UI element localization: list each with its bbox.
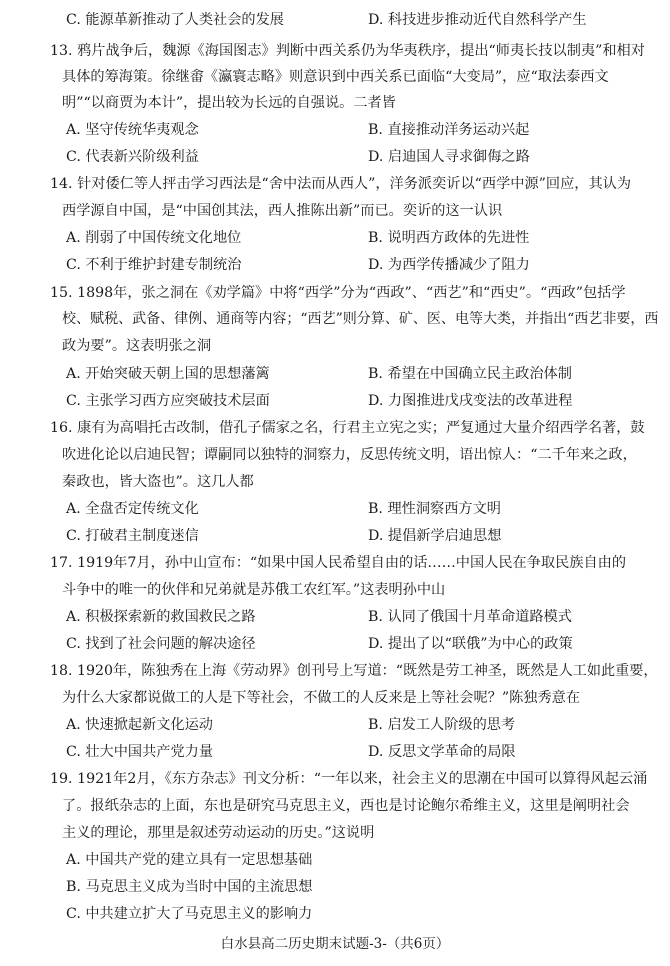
question-text: 15. 1898年，张之洞在《劝学篇》中将“西学”分为“西政”、“西艺”和“西史”。“西政”包括学 <box>50 285 626 301</box>
option-b: B. 直接推动洋务运动兴起 <box>368 122 530 138</box>
option-d: D. 力图推进戊戌变法的改革进程 <box>368 393 573 409</box>
option-c: C. 能源革新推动了人类社会的发展 <box>66 12 284 28</box>
question-text: 秦政也，皆大盗也”。这几人都 <box>62 474 254 490</box>
question-text: 16. 康有为高唱托古改制，借孔子儒家之名，行君主立宪之实；严复通过大量介绍西学名著，鼓 <box>50 420 645 436</box>
question-text: 校、赋税、武备、律例、通商等内容；“西艺”则分算、矿、医、电等大类，并指出“西艺非要，西 <box>62 311 659 327</box>
option-a: A. 积极探索新的救国救民之路 <box>66 609 256 625</box>
option-d: D. 提出了以“联俄”为中心的政策 <box>368 636 573 652</box>
question-text: 具体的筹海策。徐继畬《瀛寰志略》则意识到中西关系已面临“大变局”，应“取法泰西文 <box>62 69 609 85</box>
option-d: D. 启迪国人寻求御侮之路 <box>368 149 530 165</box>
option-a: A. 中国共产党的建立具有一定思想基础 <box>66 852 313 868</box>
question-text: 西学源自中国，是“中国创其法，西人推陈出新”而已。奕䜣的这一认识 <box>62 203 503 219</box>
option-a: A. 全盘否定传统文化 <box>66 501 199 517</box>
option-b: B. 希望在中国确立民主政治体制 <box>368 366 572 382</box>
option-a: A. 坚守传统华夷观念 <box>66 122 199 138</box>
question-text: 14. 针对倭仁等人抨击学习西法是“舍中法而从西人”，洋务派奕䜣以“西学中源”回应，其认为 <box>50 176 632 192</box>
question-text: 18. 1920年，陈独秀在上海《劳动界》创刊号上写道：“既然是劳工神圣，既然是人工如此重要， <box>50 663 658 679</box>
option-b: B. 启发工人阶级的思考 <box>368 717 516 733</box>
option-d: D. 科技进步推动近代自然科学产生 <box>368 12 587 28</box>
option-d: D. 反思文学革命的局限 <box>368 744 516 760</box>
option-c: C. 不利于维护封建专制统治 <box>66 257 242 273</box>
option-d: D. 为西学传播减少了阻力 <box>368 257 530 273</box>
option-c: C. 壮大中国共产党力量 <box>66 744 214 760</box>
option-a: A. 削弱了中国传统文化地位 <box>66 230 242 246</box>
question-text: 政为要”。这表明张之洞 <box>62 338 212 354</box>
option-b: B. 马克思主义成为当时中国的主流思想 <box>66 879 313 895</box>
option-a: A. 开始突破天朝上国的思想藩篱 <box>66 366 270 382</box>
option-c: C. 主张学习西方应突破技术层面 <box>66 393 270 409</box>
question-text: 明”“以商贾为本计”，提出较为长远的自强说。二者皆 <box>62 95 396 111</box>
question-text: 为什么大家都说做工的人是下等社会，不做工的人反来是上等社会呢？”陈独秀意在 <box>62 690 581 706</box>
option-b: B. 理性洞察西方文明 <box>368 501 501 517</box>
question-text: 17. 1919年7月，孙中山宣布：“如果中国人民希望自由的话……中国人民在争取民族自由的 <box>50 555 627 571</box>
question-text: 19. 1921年2月，《东方杂志》刊文分析：“一年以来，社会主义的思潮在中国可以算得风起云涌 <box>50 771 648 787</box>
option-c: C. 代表新兴阶级利益 <box>66 149 199 165</box>
question-text: 吹进化论以启迪民智；谭嗣同以独特的洞察力，反思传统文明，语出惊人：“二千年来之政， <box>62 447 637 463</box>
question-text: 主义的理论，那里是叙述劳动运动的历史。”这说明 <box>62 825 375 841</box>
question-text: 了。报纸杂志的上面，东也是研究马克思主义，西也是讨论鲍尔希维主义，这里是阐明社会 <box>62 798 630 814</box>
option-c: C. 中共建立扩大了马克思主义的影响力 <box>66 906 313 922</box>
question-text: 斗争中的唯一的伙伴和兄弟就是苏俄工农红军。”这表明孙中山 <box>62 582 446 598</box>
option-d: D. 提倡新学启迪思想 <box>368 528 502 544</box>
page-footer: 白水县高二历史期末试题-3-（共6页） <box>220 936 450 952</box>
option-b: B. 认同了俄国十月革命道路模式 <box>368 609 572 625</box>
question-text: 13. 鸦片战争后，魏源《海国图志》判断中西关系仍为华夷秩序，提出“师夷长技以制夷”和相对 <box>50 43 645 59</box>
option-c: C. 找到了社会问题的解决途径 <box>66 636 256 652</box>
option-a: A. 快速掀起新文化运动 <box>66 717 213 733</box>
option-b: B. 说明西方政体的先进性 <box>368 230 530 246</box>
option-c: C. 打破君主制度迷信 <box>66 528 199 544</box>
